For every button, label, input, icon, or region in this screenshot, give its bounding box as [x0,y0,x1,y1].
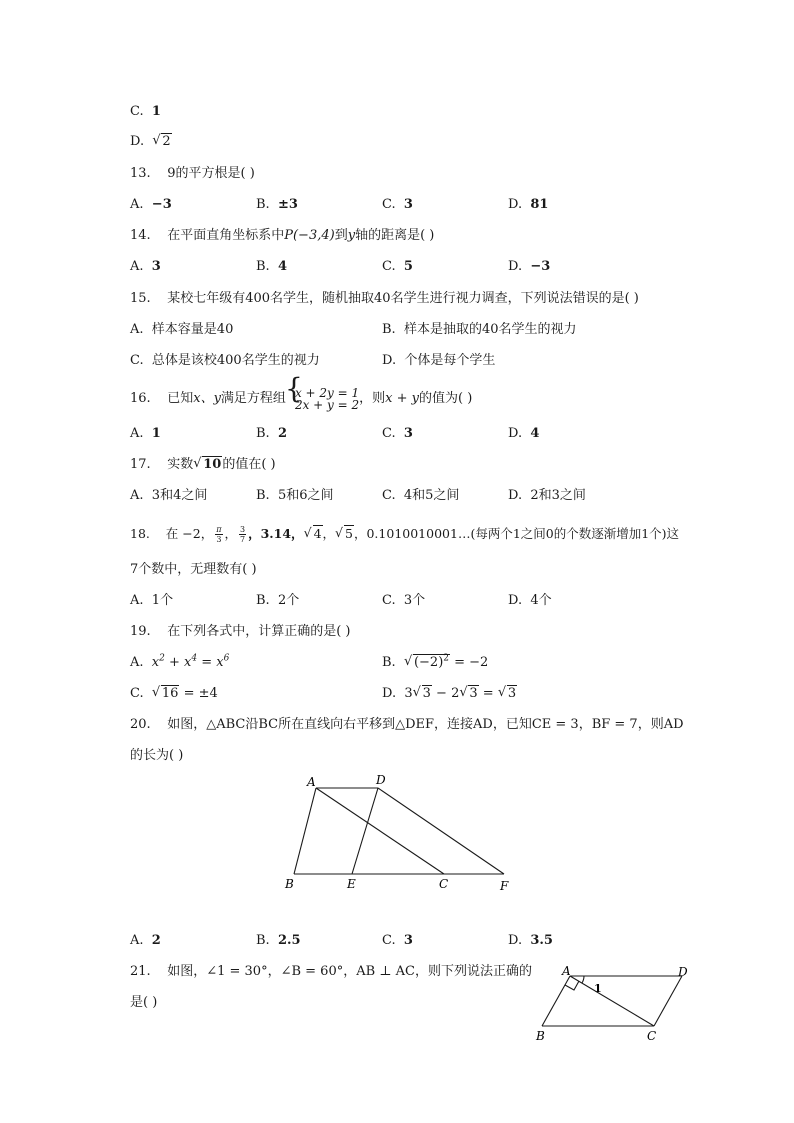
option-letter: C. [382,933,396,948]
label-d: D [678,965,688,979]
q16-option-b [256,424,287,444]
option-letter: B. [382,655,396,670]
option-letter: C. [382,197,396,212]
q21-figure [530,962,700,1047]
option-letter: C. [382,259,396,274]
radicand: 4 [313,526,322,541]
q17-option-c [382,486,459,506]
option-letter: A. [130,655,144,670]
sqrt-expression: √ 16 [152,684,180,704]
label-c: C [439,877,449,891]
option-letter: B. [382,322,396,337]
q20-option-b [256,931,301,951]
option-value: ±3 [277,197,298,212]
label-b: B [536,1029,545,1043]
numerator: π [216,525,222,534]
q17-option-a [130,486,207,506]
option-letter: C. [382,488,396,503]
option-letter: D. [382,353,397,368]
option-value: 3 [403,426,413,441]
q16-option-a [130,424,161,444]
option-value: 5 [403,259,413,274]
option-value: 2个 [277,593,300,608]
sqrt-expression: √ $(-2)^2$ [404,653,450,673]
right-angle-mark [565,981,579,990]
q16-stem [130,385,472,413]
option-value: −3 [151,197,172,212]
option-value: 2 [277,426,287,441]
point-label: P(−3,4) [284,228,335,243]
q17-stem [130,455,276,475]
q18-option-c [382,591,425,611]
q19-option-b: B. √ $(-2)^2 = -2$ [382,653,488,673]
label-angle-1: 1 [594,982,602,995]
option-value: 3 [403,933,413,948]
q20-figure [280,770,520,895]
segment-ac [570,976,654,1026]
option-letter: B. [256,933,270,948]
q12-option-c [130,102,161,122]
segment-de [352,788,378,874]
label-b: B [285,877,294,891]
option-letter: A. [130,197,144,212]
option-value: 81 [530,197,549,212]
q20-option-a [130,931,161,951]
question-text: 已知 [167,391,194,406]
option-letter: D. [508,259,523,274]
q14-option-d [508,257,550,277]
sqrt-4 [304,522,323,546]
segment-dc [654,976,682,1026]
option-letter: D. [508,488,523,503]
q14-option-a [130,257,161,277]
label-a: A [307,775,316,789]
segment-ab [294,788,316,874]
option-letter: D. [130,134,145,149]
q21-stem-line2 [130,993,157,1013]
segment-ab [542,976,570,1026]
q15-option-d [382,351,495,371]
question-number: 16. [130,391,151,406]
equation-1: { x + 2y = 1 [294,385,360,400]
q13-option-a [130,195,172,215]
option-value: 2和3之间 [530,488,586,503]
question-text: 到 [334,228,348,243]
question-number: 18. [130,526,150,541]
option-value: 1 [151,426,161,441]
option-value: −3 [530,259,551,274]
axis-label: y [347,228,356,243]
option-letter: D. [508,426,523,441]
radicand: 2 [162,134,171,149]
sqrt-expression [152,132,171,152]
option-value: 4和5之间 [403,488,460,503]
option-value: 2.5 [277,933,301,948]
q15-stem [130,289,639,309]
option-letter: B. [256,426,270,441]
question-text: ，则 [359,391,386,406]
question-number: 19. [130,624,151,639]
q13-option-b [256,195,298,215]
option-value: 5和6之间 [277,488,334,503]
question-text: 的长为( ) [130,748,184,763]
q13-option-c [382,195,413,215]
option-letter: A. [130,259,144,274]
option-letter: C. [382,426,396,441]
denominator: 3 [216,535,222,544]
question-text: 实数 [167,457,194,472]
angle-1-arc [582,976,584,983]
option-letter: C. [130,353,144,368]
option-value: 个体是每个学生 [404,353,496,368]
numerator: 3 [240,525,246,534]
label-d: D [376,773,386,787]
option-letter: D. [382,686,397,701]
fraction-pi-3 [215,525,222,544]
question-text: 的值为( ) [418,391,473,406]
question-text: 在平面直角坐标系中 [167,228,285,243]
option-value: 3个 [403,593,426,608]
q14-option-c [382,257,413,277]
q19-option-d: D. 3√ 3 − 2√ 3 = √ 3 [382,684,517,704]
option-value: 3 [403,197,413,212]
q19-stem [130,622,351,642]
label-a: A [562,964,571,978]
option-letter: A. [130,933,144,948]
question-text: 如图，△ABC沿BC所在直线向右平移到△DEF，连接AD，已知CE = 3，BF = 7，则AD [167,717,684,732]
question-text: 如图，∠1 = 30°，∠B = 60°，AB ⊥ AC，则下列说法正确的 [167,964,532,979]
option-value: 4个 [530,593,552,608]
q15-option-a [130,320,233,340]
question-text: 在 [165,526,179,541]
radicand: 5 [345,526,353,541]
sqrt-expression [193,455,222,475]
question-text: 某校七年级有400名学生，随机抽取40名学生进行视力调查，下列说法错误的是( ) [167,291,639,306]
equation-2: 2x + y = 2 [294,397,360,412]
question-text: 在下列各式中，计算正确的是( ) [167,624,351,639]
option-letter: A. [130,593,144,608]
option-letter: B. [256,259,270,274]
q15-option-b [382,320,577,340]
denominator: 7 [240,535,246,544]
q19-option-c: C. √ 16 = ±4 [130,684,218,704]
label-e: E [347,877,356,891]
radicand: 10 [203,457,222,472]
q16-option-c [382,424,413,444]
q15-option-c [130,351,320,371]
q16-option-d [508,424,539,444]
variables: x、y [193,391,221,406]
option-letter: B. [256,488,270,503]
question-number: 21. [130,964,151,979]
q17-option-d [508,486,586,506]
question-text: 9的平方根是( ) [167,166,255,181]
question-text: 是( ) [130,995,158,1010]
label-c: C [647,1029,657,1043]
q14-option-b [256,257,287,277]
option-letter: A. [130,488,144,503]
segment-df [378,788,504,874]
option-letter: C. [382,593,396,608]
option-value: 2 [151,933,161,948]
option-value: 3.5 [530,933,553,948]
label-f: F [500,879,509,893]
sqrt-5 [335,522,354,546]
option-value: 4 [277,259,287,274]
question-text: 轴的距离是( ) [355,228,435,243]
option-value: 4 [530,426,540,441]
segment-ac [316,788,444,874]
question-number: 14. [130,228,151,243]
expression: x + y [385,391,419,406]
question-number: 15. [130,291,151,306]
q18-stem-line2 [130,560,257,580]
number-item: ，0.1010010001…(每两个1之间0的个数逐渐增加1个)这 [353,526,680,541]
q13-stem [130,164,255,184]
option-letter: C. [130,104,144,119]
q18-stem: 18. 在 −2， $\frac{\pi}{3}$ ， $\frac{3}{7}$ ，3.14，√ 4，√ 5，0.1010010001…(每两个1之间0的个数逐渐增加1个)这 [130,522,679,546]
fraction-3-7 [239,525,246,544]
q12-option-d [130,132,172,152]
question-text: 7个数中，无理数有( ) [130,562,257,577]
q14-stem [130,226,434,246]
option-letter: D. [508,933,523,948]
equation-system [286,387,359,411]
q20-stem [130,715,684,735]
q21-stem [130,962,532,982]
question-number: 20. [130,717,151,732]
q18-option-d [508,591,552,611]
q20-option-c [382,931,413,951]
option-letter: A. [130,426,144,441]
option-letter: B. [256,593,270,608]
option-value: 总体是该校400名学生的视力 [151,353,320,368]
option-value: 1 [151,104,161,119]
q17-option-b [256,486,334,506]
number-item: ，3.14， [248,526,304,541]
question-text: 的值在( ) [222,457,276,472]
q20-stem-line2 [130,746,183,766]
option-letter: D. [508,197,523,212]
option-value: 3 [151,259,161,274]
number-item: −2， [182,526,214,541]
q13-option-d [508,195,548,215]
q20-option-d [508,931,553,951]
option-value: 样本是抽取的40名学生的视力 [403,322,577,337]
option-letter: C. [130,686,144,701]
option-letter: A. [130,322,144,337]
option-value: 样本容量是40 [151,322,234,337]
question-number: 17. [130,457,151,472]
option-letter: B. [256,197,270,212]
question-number: 13. [130,166,151,181]
option-value: 3和4之间 [151,488,208,503]
option-letter: D. [508,593,523,608]
option-value: 1个 [151,593,174,608]
q18-option-a [130,591,173,611]
q19-option-a: A. $x^2 + x^4 = x^6$ [130,653,230,670]
question-text: 满足方程组 [220,391,286,406]
q18-option-b [256,591,299,611]
